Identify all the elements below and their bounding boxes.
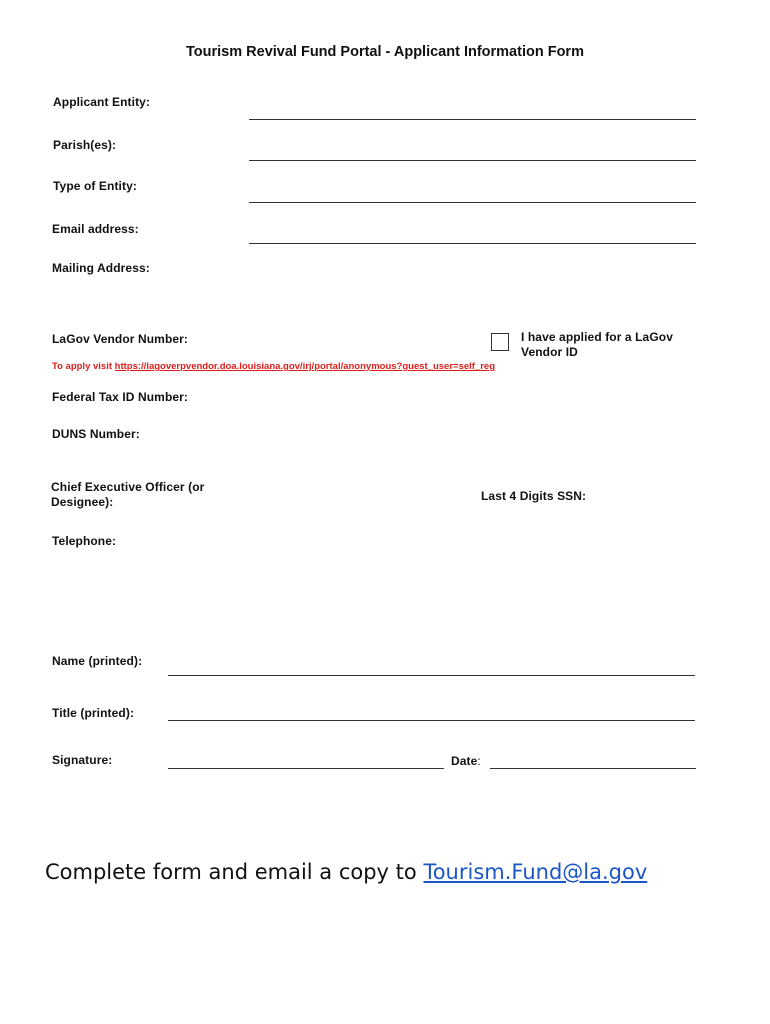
date-label <box>451 754 481 768</box>
mailing-address-field[interactable] <box>249 258 696 298</box>
applied-vendor-id-label <box>521 330 673 360</box>
applied-vendor-id-label-line1: I have applied for a LaGov <box>521 330 673 344</box>
applied-vendor-id-checkbox[interactable] <box>491 333 509 351</box>
duns-number-field[interactable] <box>249 423 696 443</box>
parishes-input-line[interactable] <box>249 160 696 161</box>
duns-number-label: DUNS Number: <box>52 427 140 441</box>
title-printed-input-line[interactable] <box>168 720 695 721</box>
lagov-vendor-number-field[interactable] <box>249 326 479 346</box>
federal-tax-id-label: Federal Tax ID Number: <box>52 390 189 404</box>
ceo-label <box>51 480 204 510</box>
telephone-field[interactable] <box>249 530 696 550</box>
apply-vendor-link[interactable]: https://lagoverpvendor.doa.louisiana.gov/irj/portal/anonymous?guest_user=self_reg <box>114 361 496 372</box>
lagov-vendor-number-label: LaGov Vendor Number: <box>52 332 189 346</box>
ceo-field[interactable] <box>249 482 469 506</box>
email-address-label: Email address: <box>52 222 139 236</box>
applicant-entity-input-line[interactable] <box>249 119 696 120</box>
signature-input-line[interactable] <box>168 768 444 769</box>
name-printed-input-line[interactable] <box>168 675 695 676</box>
type-of-entity-label: Type of Entity: <box>53 179 137 193</box>
applied-vendor-id-label-line2: Vendor ID <box>521 345 578 359</box>
name-printed-label: Name (printed): <box>52 654 143 668</box>
ceo-label-line1: Chief Executive Officer (or <box>51 480 205 494</box>
applicant-entity-label: Applicant Entity: <box>53 95 151 109</box>
date-label-colon: : <box>477 754 481 768</box>
apply-note <box>52 361 495 372</box>
footer-text: Complete form and email a copy to <box>45 860 417 884</box>
email-address-input-line[interactable] <box>249 243 696 244</box>
footer-email-link[interactable]: Tourism.Fund@la.gov <box>423 860 648 884</box>
signature-label: Signature: <box>52 753 113 767</box>
last4-ssn-label: Last 4 Digits SSN: <box>481 489 587 503</box>
ceo-label-line2: Designee): <box>51 495 114 509</box>
telephone-label: Telephone: <box>52 534 117 548</box>
apply-note-prefix: To apply visit <box>52 361 113 372</box>
type-of-entity-input-line[interactable] <box>249 202 696 203</box>
last4-ssn-field[interactable] <box>595 484 695 504</box>
form-title: Tourism Revival Fund Portal - Applicant Information Form <box>186 44 584 60</box>
parishes-label: Parish(es): <box>53 138 117 152</box>
mailing-address-label: Mailing Address: <box>52 261 150 275</box>
footer-instruction <box>45 860 647 884</box>
date-input-line[interactable] <box>490 768 696 769</box>
date-label-text: Date <box>451 754 478 768</box>
title-printed-label: Title (printed): <box>52 706 135 720</box>
federal-tax-id-field[interactable] <box>249 386 696 406</box>
